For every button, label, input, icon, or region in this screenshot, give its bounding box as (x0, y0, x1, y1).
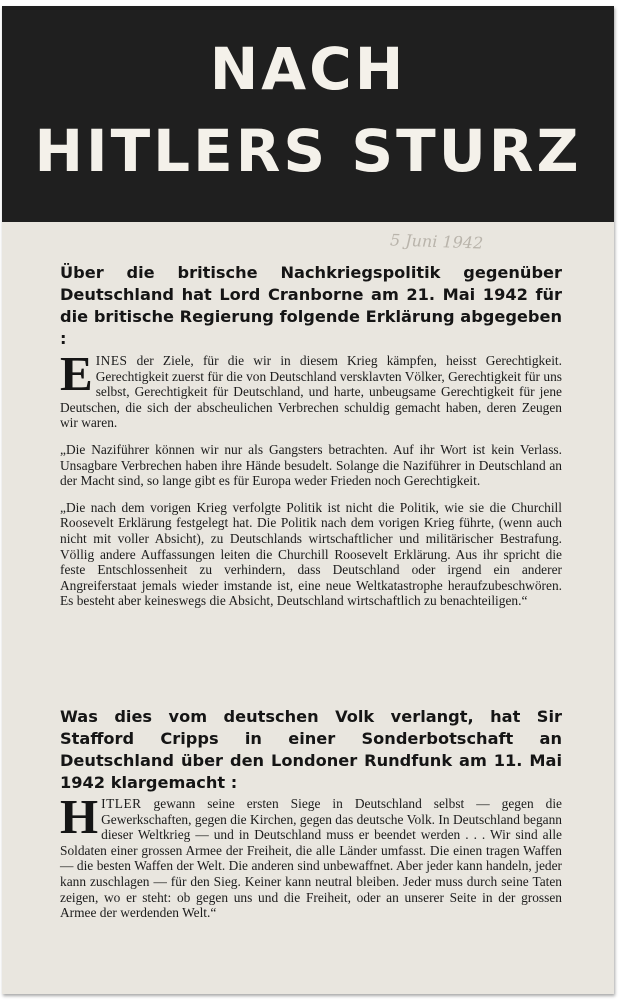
lead-caps: ITLER (101, 796, 142, 811)
paragraph-text: der Ziele, für die wir in diesem Krieg kämpfen, heisst Gerechtigkeit. Gerechtigkeit zuerst für die von Deutschland versklavten Völker, Gerechtigkeit für uns selbst, Gerechtigkeit für Deutschland, und harte, unbeugsame Gerechtigkeit für jene Deutschen, die sich der abscheulichen Verbrechen schuldig gemacht haben, deren Zeugen wir waren. (60, 353, 562, 431)
dropcap-e: E (60, 346, 93, 401)
section-1-text (60, 346, 562, 620)
section-1-heading: Über die britische Nachkriegspolitik gegenüber Deutschland hat Lord Cranborne am 21. Mai 1942 für die britische Regierung folgende Erklärung abgegeben : (60, 263, 562, 348)
paragraph-text: gewann seine ersten Siege in Deutschland selbst — gegen die Gewerkschaften, gegen die Kirchen, gegen das deutsche Volk. In Deutschland begann dieser Weltkrieg — und in Deutschland muss er beendet werden . . . Wir sind alle Soldaten einer grossen Armee der Freiheit, die alle Länder umfasst. Die einen tragen Waffen — die besten Waffen der Welt. Die anderen sind unbewaffnet. Aber jeder kann handeln, jeder kann zuschlagen — für den Sieg. Keiner kann neutral bleiben. Jeder muss durch seine Taten zeigen, wo er steht: ob gegen uns und die Freiheit, oder an unserer Seite in der grossen Armee der werdenden Welt.“ (60, 796, 562, 921)
section-2-paragraph-1 (60, 789, 562, 921)
dropcap-h: H (60, 789, 99, 844)
leaflet-page (2, 6, 614, 994)
section-1-paragraph-1 (60, 346, 562, 431)
title-line-1: NACH (209, 35, 407, 103)
section-2-text (60, 789, 562, 932)
title-banner (2, 6, 614, 222)
section-1-paragraph-3: „Die nach dem vorigen Krieg verfolgte Politik ist nicht die Politik, wie sie die Churchill Roosevelt Erklärung festgelegt hat. Die Politik nach dem vorigen Krieg führte, (wenn auch nicht mit voller Absicht), zu Deutschlands wirtschaftlicher und militärischer Bestrafung. Völlig andere Auffassungen leiten die Churchill Roosevelt Erklärung. Aus ihr spricht die feste Entschlossenheit zu verhindern, dass Deutschland oder irgend ein anderer Angreiferstaat jemals wieder imstande ist, eine neue Weltkatastrophe heraufzubeschwören. Es besteht aber keineswegs die Absicht, Deutschland wirtschaftlich zu benachteiligen.“ (60, 499, 562, 609)
title-line-2: HITLERS STURZ (34, 117, 582, 185)
section-1-paragraph-2: „Die Naziführer können wir nur als Gangsters betrachten. Auf ihr Wort ist kein Verlass. Unsagbare Verbrechen haben ihre Hände besudelt. Solange die Naziführer in Deutschland an der Macht sind, so lange gibt es für Europa weder Frieden noch Gerechtigkeit. (60, 441, 562, 489)
lead-caps: INES (95, 353, 128, 368)
handwritten-date: 5 Juni 1942 (389, 230, 484, 253)
section-2-heading: Was dies vom deutschen Volk verlangt, hat Sir Stafford Cripps in einer Sonderbotschaft an Deutschland über den Londoner Rundfunk am 11. Mai 1942 klargemacht : (60, 707, 562, 792)
